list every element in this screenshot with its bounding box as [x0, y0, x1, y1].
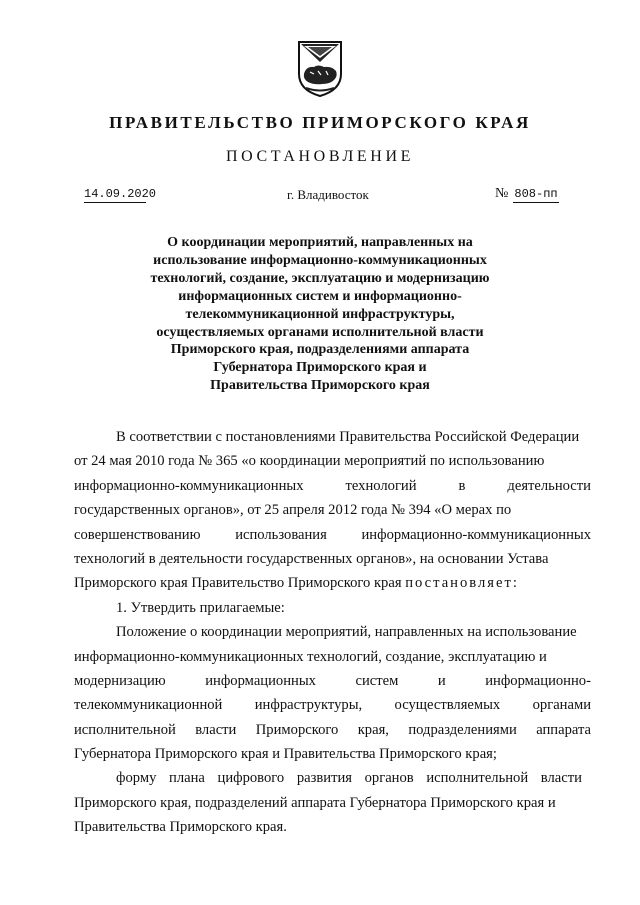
body-line: государственных органов», от 25 апреля 2012 года № 394 «О мерах по [74, 502, 512, 519]
body-line: Приморского края, подразделений аппарата Губернатора Приморского края и [74, 794, 556, 811]
coat-of-arms-emblem [296, 40, 344, 98]
decree-date: 14.09.2020 [84, 187, 157, 201]
body-word: подразделениями [408, 721, 517, 738]
body-line: технологий в деятельности государственных органов», на основании Устава [74, 550, 549, 567]
subject-line: технологий, создание, эксплуатацию и модернизацию [150, 270, 490, 286]
body-word: исполнительной [74, 721, 176, 738]
body-word: информационно- [485, 672, 591, 689]
body-word: осуществляемых [394, 697, 501, 714]
subject-line: телекоммуникационной инфраструктуры, [185, 306, 455, 322]
subject-line: Приморского края, подразделениями аппарата [170, 342, 470, 358]
body-word: власти [195, 721, 237, 738]
subject-line: информационных систем и информационно- [178, 288, 462, 304]
body-line [74, 718, 591, 742]
body-line: Губернатора Приморского края и Правительства Приморского края; [74, 746, 497, 763]
resolution-word: постановляет: [405, 575, 519, 592]
body-word: информационно-коммуникационных [74, 477, 304, 494]
body-word: технологий [345, 477, 417, 494]
body-word: и [437, 672, 446, 689]
body-word: аппарата [536, 721, 591, 738]
body-line: Правительства Приморского края. [74, 819, 287, 836]
body-word: информационно-коммуникационных [361, 526, 591, 543]
body-word: телекоммуникационной [74, 697, 223, 714]
body-word: использования [235, 526, 327, 543]
decree-kind: ПОСТАНОВЛЕНИЕ [226, 148, 414, 165]
body-text: Приморского края Правительство Приморского края [74, 575, 402, 592]
subject-line: использование информационно-коммуникационных [153, 252, 487, 268]
body-line [74, 693, 591, 717]
body-line: Положение о координации мероприятий, направленных на использование [116, 624, 577, 641]
decree-city: г. Владивосток [287, 187, 369, 202]
subject-line: Губернатора Приморского края и [213, 360, 427, 376]
body-word: Приморского [255, 721, 339, 738]
body-word: края, [357, 721, 389, 738]
body-line [74, 474, 591, 498]
body-word: информационных [205, 672, 316, 689]
body-line: от 24 мая 2010 года № 365 «о координации мероприятий по использованию [74, 453, 545, 470]
body-line [74, 571, 591, 595]
body-word: систем [355, 672, 399, 689]
body-line: В соответствии с постановлениями Правительства Российской Федерации [116, 429, 580, 445]
government-title: ПРАВИТЕЛЬСТВО ПРИМОРСКОГО КРАЯ [109, 113, 531, 132]
body-word: органами [532, 697, 591, 714]
decree-number-label: № [495, 186, 509, 201]
decree-body [74, 425, 591, 840]
body-word: совершенствованию [74, 526, 201, 543]
subject-line: О координации мероприятий, направленных на [167, 235, 473, 250]
body-word: в [458, 477, 466, 494]
subject-line: Правительства Приморского края [210, 378, 430, 394]
decree-number: 808-пп [514, 187, 558, 201]
body-line: информационно-коммуникационных технологий, создание, эксплуатацию и [74, 648, 547, 665]
body-line: 1. Утвердить прилагаемые: [116, 599, 285, 616]
body-word: модернизацию [74, 672, 166, 689]
decree-subject [140, 234, 500, 395]
body-line: форму плана цифрового развития органов исполнительной власти [116, 770, 582, 787]
body-line [74, 523, 591, 547]
body-line [74, 669, 591, 693]
subject-line: осуществляемых органами исполнительной власти [156, 324, 484, 340]
body-word: деятельности [507, 477, 591, 494]
body-word: инфраструктуры, [254, 697, 363, 714]
